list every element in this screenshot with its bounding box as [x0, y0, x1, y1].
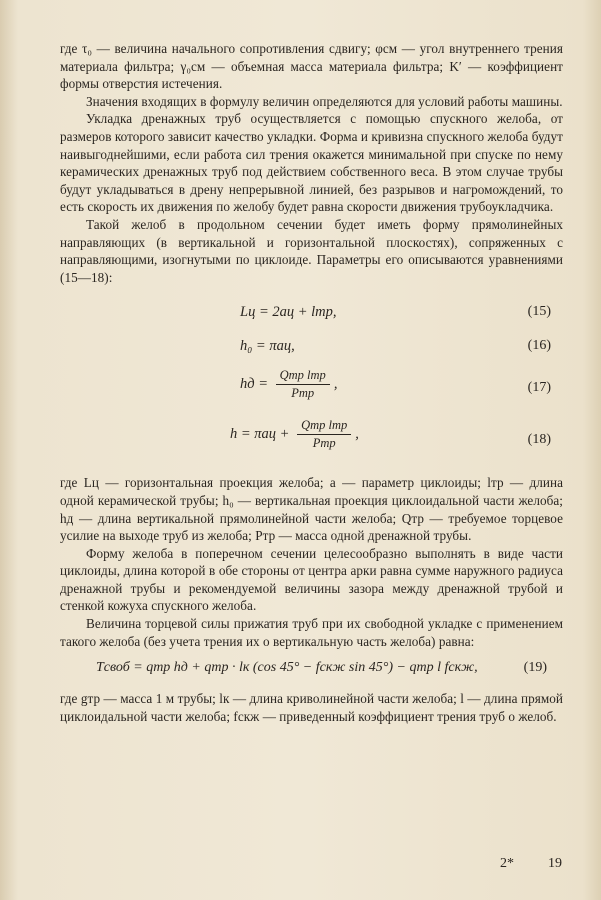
- page-number: 19: [548, 856, 562, 871]
- formula-19: [60, 650, 563, 690]
- formula-18-lhs: h = πaц +: [230, 426, 294, 443]
- formula-15-expr: Lц = 2aц + lтр,: [240, 304, 337, 321]
- formula-16-number: (16): [527, 338, 551, 354]
- formula-16: [60, 330, 563, 364]
- formula-18-denominator: Pтр: [312, 436, 336, 451]
- paragraph-definitions-1: где τ₀ — величина начального сопротивления сдвигу; φсм — угол внутреннего трения материала фильтра; γ₀см — объемная масса материала фильтра; K′ — коэффициент формы отверстия истечения.: [60, 41, 563, 92]
- formula-17-expr: [240, 368, 337, 401]
- formula-18-fraction: [297, 418, 351, 451]
- paragraph-values-note: Значения входящих в формулу величин определяются для условий работы машины.: [86, 93, 563, 109]
- formula-17-fraction: [276, 368, 330, 401]
- paragraph-laying: Укладка дренажных труб осуществляется с помощью спускного желоба, от размеров которого зависит качество укладки. Форма и кривизна спускного желоба будут наивыгоднейшими, если работа сил трения окажется минимальной при спуске по нему керамических дренажных труб под действием собственного веса. В этом случае трубы будут укладываться в дрену непрерывной линией, без разрывов и нагромождений, то есть скорость их движения по желобу будет равна скорости движения трубоукладчика.: [60, 111, 563, 215]
- formula-17-denominator: Pтр: [291, 386, 315, 401]
- formula-18-expr: [230, 418, 359, 451]
- formula-17-numerator: Qтр lтр: [276, 368, 330, 385]
- formula-17-lhs: hд =: [240, 376, 272, 393]
- paragraph-chute-shape: Такой желоб в продольном сечении будет иметь форму прямолинейных направляющих (в вертикальной и горизонтальной плоскостях), сопряженных с направляющими, изогнутыми по циклоиде. Параметры его описываются уравнениями (15—18):: [60, 216, 563, 285]
- paragraph-definitions-3: где gтр — масса 1 м трубы; lк — длина криволинейной части желоба; l — длина прямой циклоидальной части желоба; fскж — приведенный коэффициент трения труб о желоб.: [60, 691, 563, 724]
- formula-15-number: (15): [527, 304, 551, 320]
- formula-16-expr: h₀ = πaц,: [240, 338, 295, 355]
- paragraph-cross-section: Форму желоба в поперечном сечении целесообразно выполнять в виде части циклоиды, длина которой в обе стороны от центра арки равна сумме наружного радиуса дренажной трубы и рекомендуемой величины зазора между дренажной трубой и стенкой кожуха спускного желоба.: [60, 545, 563, 614]
- formula-18: [60, 414, 563, 468]
- formula-15: [60, 296, 563, 330]
- signature-mark: 2*: [500, 856, 514, 871]
- formula-17-number: (17): [527, 380, 551, 396]
- formula-19-number: (19): [523, 660, 547, 676]
- formula-17: [60, 364, 563, 414]
- formula-19-expr: Tсвоб = qтр hд + qтр · lк (cos 45° − fскж sin 45°) − qтр l fскж,: [96, 660, 478, 676]
- formula-18-number: (18): [527, 432, 551, 448]
- paragraph-definitions-2: где Lц — горизонтальная проекция желоба; a — параметр циклоиды; lтр — длина одной керамической трубы; h₀ — вертикальная проекция циклоидальной части желоба; hд — длина вертикальной прямолинейной части желоба; Qтр — требуемое торцевое усилие на выходе труб из желоба; Pтр — масса одной дренажной трубы.: [60, 475, 563, 544]
- formula-18-tail: ,: [355, 426, 359, 443]
- formula-17-tail: ,: [333, 376, 338, 393]
- paragraph-force: Величина торцевой силы прижатия труб при их свободной укладке с применением такого желоба (без учета трения их о вертикальную часть желоба) равна:: [60, 616, 563, 649]
- formula-18-numerator: Qтр lтр: [297, 418, 351, 435]
